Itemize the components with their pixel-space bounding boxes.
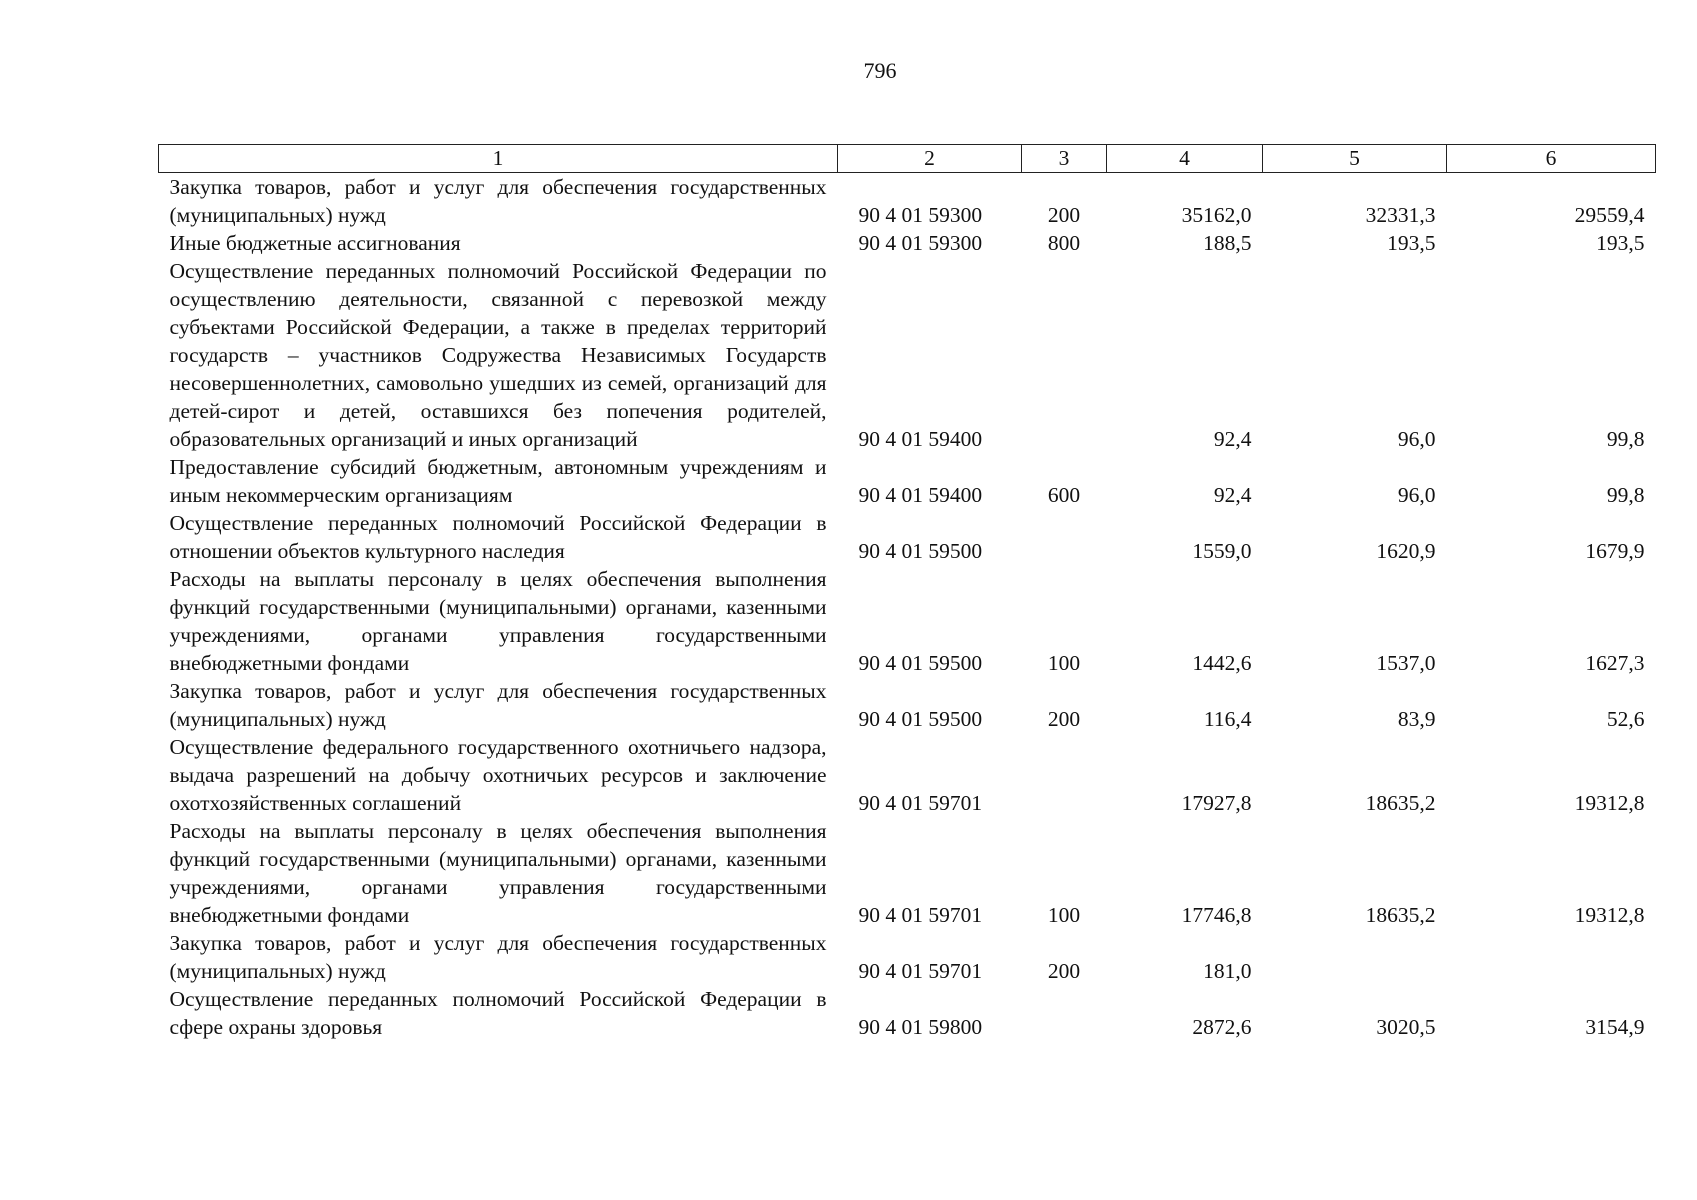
row-value-col4-cell: 92,4	[1213, 427, 1252, 451]
row-value-col6-cell: 52,6	[1606, 707, 1645, 731]
row-expense-type-cell: 100	[1047, 903, 1081, 927]
row-code-cell: 90 4 01 59701	[858, 903, 983, 927]
row-value-col6-cell: 29559,4	[1574, 203, 1645, 227]
budget-table	[158, 144, 1656, 1041]
column-header-1: 1	[159, 145, 838, 173]
row-value-col6-cell	[1447, 929, 1656, 985]
row-value-col5-cell: 18635,2	[1365, 903, 1436, 927]
row-expense-type-cell: 200	[1047, 203, 1081, 227]
row-value-col5-cell: 18635,2	[1365, 791, 1436, 815]
row-value-col6-cell: 3154,9	[1585, 1015, 1645, 1039]
row-name-cell: Осуществление переданных полномочий Российской Федерации по осуществлению деятельности, связанной с перевозкой между субъектами Российской Федерации, а также в пределах территорий государств – участников Содружества Независимых Государств несовершеннолетних, самовольно ушедших из семей, организаций для детей-сирот и детей, оставшихся без попечения родителей, образовательных организаций и иных организаций	[169, 259, 827, 451]
row-name-cell: Осуществление федерального государственного охотничьего надзора, выдача разрешений на добычу охотничьих ресурсов и заключение охотхозяйственных соглашений	[169, 735, 827, 815]
row-name-cell: Осуществление переданных полномочий Российской Федерации в отношении объектов культурного наследия	[169, 511, 827, 563]
table-row	[159, 817, 1656, 929]
table-row	[159, 453, 1656, 509]
row-expense-type-cell: 800	[1047, 231, 1081, 255]
row-value-col4-cell: 188,5	[1203, 231, 1252, 255]
table-row	[159, 985, 1656, 1041]
row-value-col5-cell: 193,5	[1387, 231, 1436, 255]
row-code-cell: 90 4 01 59800	[858, 1015, 983, 1039]
row-code-cell: 90 4 01 59300	[858, 231, 983, 255]
column-header-3: 3	[1022, 145, 1107, 173]
row-value-col5-cell: 1537,0	[1376, 651, 1436, 675]
table-row	[159, 509, 1656, 565]
row-value-col4-cell: 1442,6	[1192, 651, 1252, 675]
row-expense-type-cell	[1022, 257, 1107, 453]
row-expense-type-cell	[1022, 733, 1107, 817]
row-value-col4-cell: 2872,6	[1192, 1015, 1252, 1039]
row-name-cell: Иные бюджетные ассигнования	[169, 231, 461, 255]
row-name-cell: Расходы на выплаты персоналу в целях обеспечения выполнения функций государственными (муниципальными) органами, казенными учреждениями, органами управления государственными внебюджетными фондами	[169, 567, 827, 675]
row-code-cell: 90 4 01 59400	[858, 427, 983, 451]
row-code-cell: 90 4 01 59300	[858, 203, 983, 227]
column-header-6: 6	[1447, 145, 1656, 173]
row-value-col6-cell: 19312,8	[1574, 791, 1645, 815]
row-value-col5-cell: 3020,5	[1376, 1015, 1436, 1039]
table-row	[159, 257, 1656, 453]
row-expense-type-cell	[1022, 509, 1107, 565]
table-row	[159, 733, 1656, 817]
row-code-cell: 90 4 01 59400	[858, 483, 983, 507]
row-code-cell: 90 4 01 59701	[858, 791, 983, 815]
row-value-col6-cell: 1627,3	[1585, 651, 1645, 675]
row-expense-type-cell: 600	[1047, 483, 1081, 507]
row-code-cell: 90 4 01 59701	[858, 959, 983, 983]
row-value-col5-cell: 96,0	[1397, 483, 1436, 507]
column-header-5: 5	[1263, 145, 1447, 173]
row-value-col4-cell: 35162,0	[1181, 203, 1252, 227]
row-value-col5-cell	[1263, 929, 1447, 985]
row-code-cell: 90 4 01 59500	[858, 539, 983, 563]
row-value-col4-cell: 92,4	[1213, 483, 1252, 507]
table-row	[159, 677, 1656, 733]
row-name-cell: Осуществление переданных полномочий Российской Федерации в сфере охраны здоровья	[169, 987, 827, 1039]
row-value-col4-cell: 17746,8	[1181, 903, 1252, 927]
row-expense-type-cell: 200	[1047, 707, 1081, 731]
row-value-col4-cell: 181,0	[1203, 959, 1252, 983]
row-value-col5-cell: 96,0	[1397, 427, 1436, 451]
row-value-col4-cell: 116,4	[1203, 707, 1252, 731]
row-value-col4-cell: 17927,8	[1181, 791, 1252, 815]
row-value-col5-cell: 83,9	[1397, 707, 1436, 731]
row-expense-type-cell: 200	[1047, 959, 1081, 983]
row-code-cell: 90 4 01 59500	[858, 651, 983, 675]
row-value-col4-cell: 1559,0	[1192, 539, 1252, 563]
row-value-col6-cell: 99,8	[1606, 483, 1645, 507]
row-name-cell: Предоставление субсидий бюджетным, автономным учреждениям и иным некоммерческим организациям	[169, 455, 827, 507]
column-header-2: 2	[838, 145, 1022, 173]
row-code-cell: 90 4 01 59500	[858, 707, 983, 731]
page-number: 796	[863, 58, 897, 83]
row-value-col6-cell: 99,8	[1606, 427, 1645, 451]
row-expense-type-cell: 100	[1047, 651, 1081, 675]
row-value-col6-cell: 19312,8	[1574, 903, 1645, 927]
row-value-col6-cell: 193,5	[1596, 231, 1645, 255]
table-row	[159, 173, 1656, 230]
row-name-cell: Закупка товаров, работ и услуг для обеспечения государственных (муниципальных) нужд	[169, 931, 827, 983]
row-expense-type-cell	[1022, 985, 1107, 1041]
row-name-cell: Расходы на выплаты персоналу в целях обеспечения выполнения функций государственными (муниципальными) органами, казенными учреждениями, органами управления государственными внебюджетными фондами	[169, 819, 827, 927]
table-row	[159, 565, 1656, 677]
row-name-cell: Закупка товаров, работ и услуг для обеспечения государственных (муниципальных) нужд	[169, 175, 827, 227]
row-value-col5-cell: 1620,9	[1376, 539, 1436, 563]
row-value-col5-cell: 32331,3	[1365, 203, 1436, 227]
table-row	[159, 229, 1656, 257]
table-body	[159, 173, 1656, 1042]
table-row	[159, 929, 1656, 985]
row-name-cell: Закупка товаров, работ и услуг для обеспечения государственных (муниципальных) нужд	[169, 679, 827, 731]
column-header-4: 4	[1107, 145, 1263, 173]
table-header	[159, 145, 1656, 173]
header-row	[159, 145, 1656, 173]
row-value-col6-cell: 1679,9	[1585, 539, 1645, 563]
